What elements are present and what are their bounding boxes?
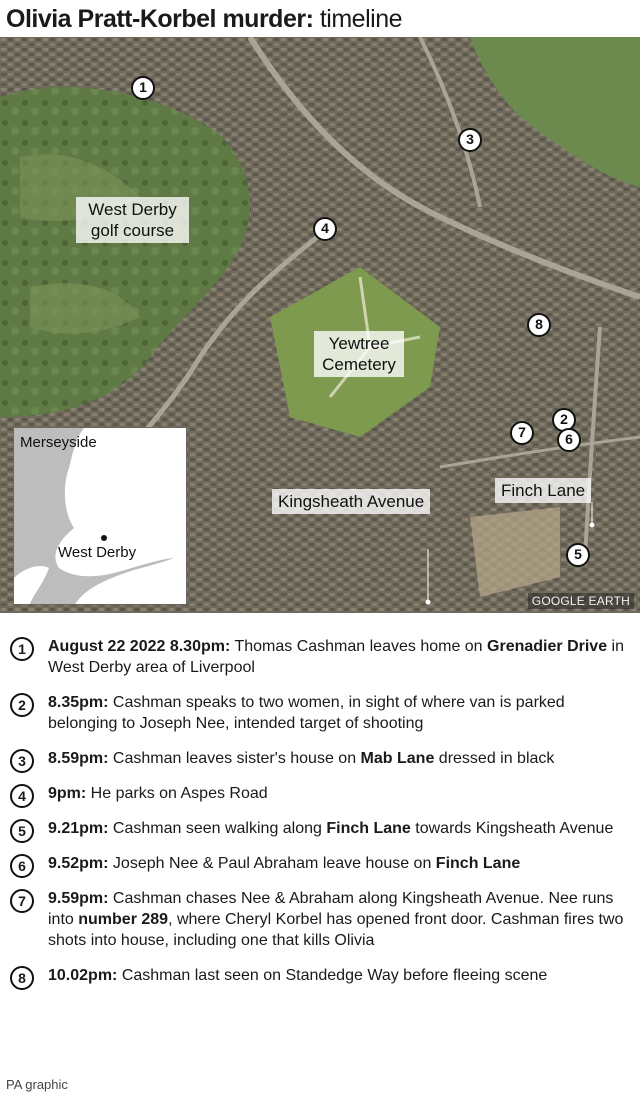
timeline-item-2: 2 8.35pm: Cashman speaks to two women, in sight of where van is parked belonging to Joseph Nee, intended target of shooting [10, 692, 632, 734]
timeline-number-badge: 4 [10, 784, 34, 808]
timeline-time: 9.21pm: [48, 820, 109, 837]
map-marker-5[interactable]: 5 [566, 543, 590, 567]
timeline-time: August 22 2022 8.30pm: [48, 638, 231, 655]
map-marker-8[interactable]: 8 [527, 313, 551, 337]
map-credit: GOOGLE EARTH [528, 593, 634, 609]
map-marker-6[interactable]: 6 [557, 428, 581, 452]
timeline-number-badge: 7 [10, 889, 34, 913]
locator-inset-map [13, 427, 187, 605]
timeline-time: 8.35pm: [48, 694, 109, 711]
timeline-place-name: Finch Lane [435, 855, 521, 872]
timeline-place-name: number 289 [78, 911, 169, 928]
timeline-item-7: 7 9.59pm: Cashman chases Nee & Abraham along Kingsheath Avenue. Nee runs into number 289, where Cheryl Korbel has opened front door. Cashman fires two shots into house, including one that kills Olivia [10, 888, 632, 951]
satellite-map[interactable] [0, 37, 640, 613]
inset-label-merseyside: Merseyside [20, 434, 97, 451]
map-marker-4[interactable]: 4 [313, 217, 337, 241]
page-title [6, 4, 402, 34]
timeline-number-badge: 2 [10, 693, 34, 717]
timeline-time: 9.52pm: [48, 855, 109, 872]
map-label-cemetery: Yewtree Cemetery [314, 331, 404, 377]
timeline-time: 9.59pm: [48, 890, 109, 907]
timeline-item-3: 3 8.59pm: Cashman leaves sister's house on Mab Lane dressed in black [10, 748, 632, 769]
timeline-time: 8.59pm: [48, 750, 109, 767]
timeline-item-4: 4 9pm: He parks on Aspes Road [10, 783, 632, 804]
timeline-item-5: 5 9.21pm: Cashman seen walking along Finch Lane towards Kingsheath Avenue [10, 818, 632, 839]
timeline-item-6: 6 9.52pm: Joseph Nee & Paul Abraham leave house on Finch Lane [10, 853, 632, 874]
timeline-place-name: Mab Lane [360, 750, 435, 767]
title-regular: timeline [313, 5, 402, 33]
timeline-number-badge: 3 [10, 749, 34, 773]
map-marker-3[interactable]: 3 [458, 128, 482, 152]
map-marker-7[interactable]: 7 [510, 421, 534, 445]
map-label-golf-course: West Derby golf course [76, 197, 189, 243]
inset-label-west-derby: West Derby [58, 544, 137, 561]
inset-land-shape [14, 428, 187, 605]
timeline-number-badge: 1 [10, 637, 34, 661]
timeline-place-name: Finch Lane [326, 820, 411, 837]
map-label-kingsheath-avenue: Kingsheath Avenue [272, 489, 430, 514]
source-credit: PA graphic [6, 1077, 68, 1092]
timeline-number-badge: 8 [10, 966, 34, 990]
title-bold: Olivia Pratt-Korbel murder: [6, 5, 314, 33]
timeline-item-8: 8 10.02pm: Cashman last seen on Standedge Way before fleeing scene [10, 965, 632, 986]
timeline-list [10, 636, 632, 986]
map-marker-1[interactable]: 1 [131, 76, 155, 100]
timeline-number-badge: 6 [10, 854, 34, 878]
timeline-time: 10.02pm: [48, 967, 118, 984]
timeline-number-badge: 5 [10, 819, 34, 843]
timeline-item-1: 1 August 22 2022 8.30pm: Thomas Cashman leaves home on Grenadier Drive in West Derby area of Liverpool [10, 636, 632, 678]
map-marker-2[interactable]: 2 [552, 408, 576, 432]
timeline-time: 9pm: [48, 785, 87, 802]
map-label-finch-lane: Finch Lane [495, 478, 591, 503]
timeline-place-name: Grenadier Drive [487, 638, 608, 655]
